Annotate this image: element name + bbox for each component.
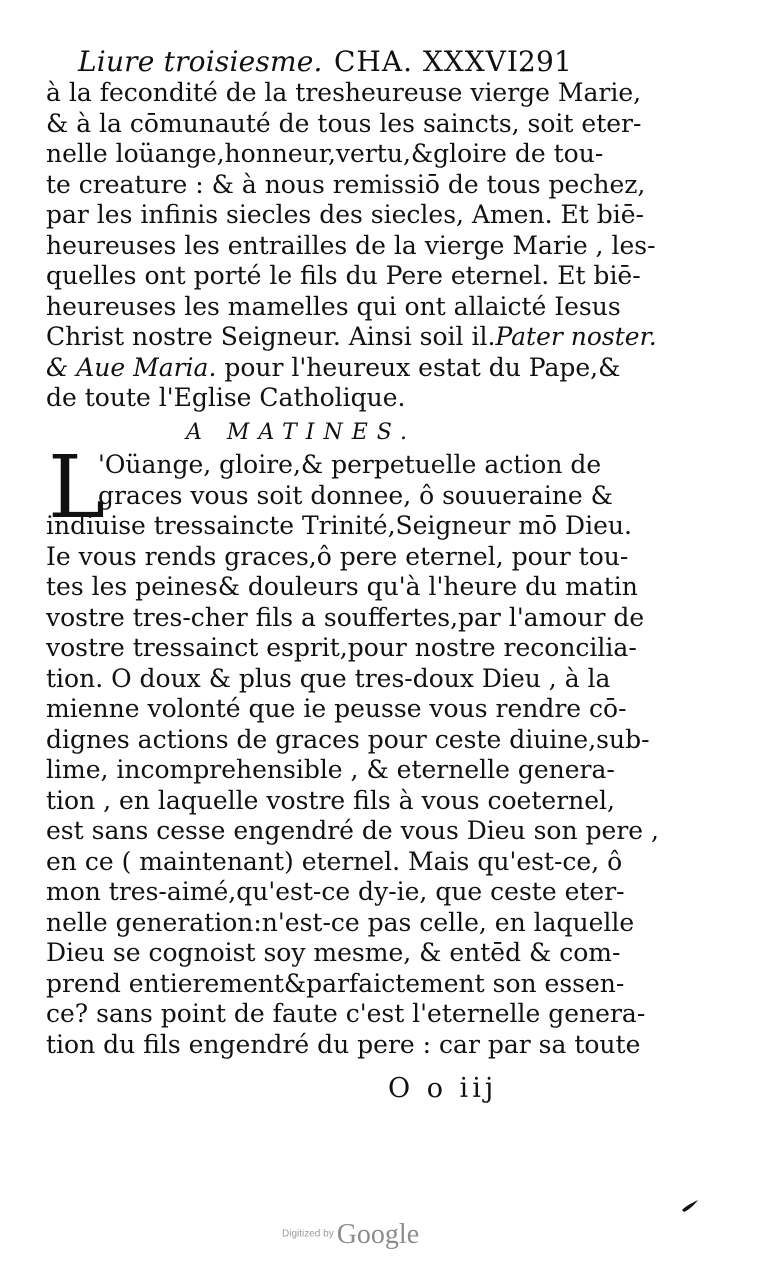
text-line: en ce ( maintenant) eternel. Mais qu'est-ce, ô <box>46 846 623 876</box>
text-line: vostre tressainct esprit,pour nostre reconcilia- <box>46 633 637 662</box>
text-line: 'Oüange, gloire,& perpetuelle action de <box>98 450 602 479</box>
text-line: par les infinis siecles des siecles, Amen. Et biē- <box>46 200 644 229</box>
text-line: de toute l'Eglise Catholique. <box>46 383 406 412</box>
text-line: tion du fils engendré du pere : car par sa toute <box>46 1029 641 1059</box>
body-text-upper <box>46 78 657 414</box>
text-line: vostre tres-cher fils a souffertes,par l'amour de <box>46 602 645 632</box>
text-line: nelle generation:n'est-ce pas celle, en laquelle <box>46 907 635 937</box>
text-line: nelle loüange,honneur,vertu,&gloire de tou- <box>46 139 604 168</box>
text-line: indiuise tressaincte Trinité,Seigneur mō Dieu. <box>46 511 632 540</box>
text-line: heureuses les mamelles qui ont allaicté Iesus <box>46 291 621 321</box>
text-line: est sans cesse engendré de vous Dieu son pere , <box>46 816 659 845</box>
text-line: lime, incomprehensible , & eternelle genera- <box>46 755 615 784</box>
text-line: te creature : & à nous remissiō de tous pechez, <box>46 169 646 199</box>
text-line: mienne volonté que ie peusse vous rendre cō- <box>46 694 627 723</box>
running-title: Liure troisiesme. <box>78 45 323 78</box>
italic-prayer-name: Pater noster. <box>495 322 657 351</box>
text-line: prend entierement&parfaictement son essen- <box>46 968 625 998</box>
section-heading: A MATINES. <box>186 420 417 445</box>
digitized-watermark <box>282 1218 419 1250</box>
text-line: tes les peines& douleurs qu'à l'heure du matin <box>46 572 638 601</box>
body-text-lower <box>46 438 659 1060</box>
text-line: tion. O doux & plus que tres-doux Dieu , à la <box>46 663 611 693</box>
ink-flourish-icon <box>680 1196 700 1216</box>
text-line: dignes actions de graces pour ceste diuine,sub- <box>46 724 650 754</box>
drop-cap-letter: L <box>48 438 106 538</box>
page-number: 291 <box>517 45 572 78</box>
text-line: ce? sans point de faute c'est l'eternelle genera- <box>46 999 646 1028</box>
signature-mark: O o iij <box>388 1073 498 1104</box>
watermark-prefix: Digitized by <box>282 1228 334 1240</box>
google-logo: Google <box>336 1218 420 1250</box>
text-line: graces vous soit donnee, ô souueraine & <box>98 480 613 510</box>
text-line: quelles ont porté le fils du Pere eternel. Et biē- <box>46 261 641 290</box>
text-line: tion , en laquelle vostre fils à vous coeternel, <box>46 785 615 815</box>
text-line <box>46 352 621 384</box>
text-line: Ie vous rends graces,ô pere eternel, pour tou- <box>46 541 629 571</box>
text-run: pour l'heureux estat du Pape,& <box>216 352 621 382</box>
text-line: mon tres-aimé,qu'est-ce dy-ie, que ceste eter- <box>46 877 625 906</box>
text-line: & à la cōmunauté de tous les saincts, soit eter- <box>46 108 642 138</box>
text-line: à la fecondité de la tresheureuse vierge Marie, <box>46 78 642 107</box>
chapter-label: CHA. XXXVI. <box>334 45 529 78</box>
text-line: heureuses les entrailles de la vierge Marie , les- <box>46 230 656 260</box>
text-line <box>46 322 657 353</box>
italic-prayer-name: & Aue Maria. <box>46 352 217 382</box>
text-line: Dieu se cognoist soy mesme, & entēd & com- <box>46 938 621 967</box>
text-run: Christ nostre Seigneur. Ainsi soil il. <box>46 322 496 351</box>
